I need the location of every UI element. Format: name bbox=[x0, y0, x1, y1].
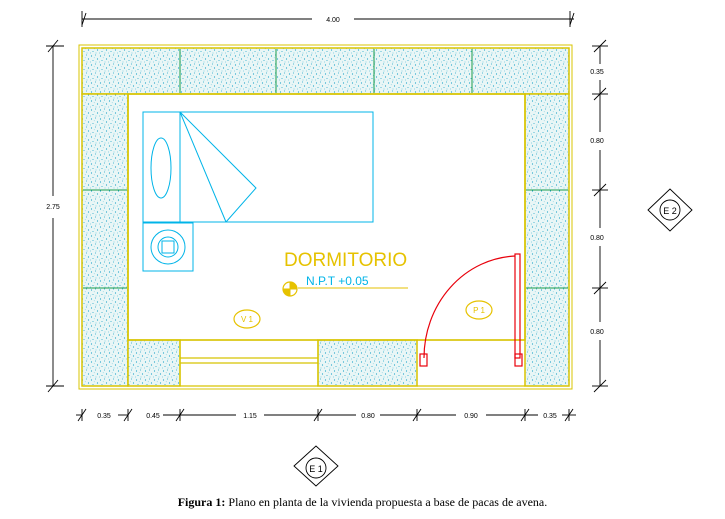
elevation-e2-label: E 2 bbox=[663, 206, 677, 216]
wall-bottom-middle bbox=[318, 340, 417, 386]
door-tag bbox=[466, 301, 492, 319]
room-name: DORMITORIO bbox=[284, 250, 408, 271]
floor-level-label: N.P.T +0.05 bbox=[306, 274, 369, 288]
dimension-bottom-4: 0.80 bbox=[361, 413, 375, 420]
wall-bottom-left bbox=[128, 340, 180, 386]
dimension-bottom-6: 0.35 bbox=[543, 413, 557, 420]
figure-caption-label: Figura 1: bbox=[177, 495, 226, 509]
level-marker-icon bbox=[283, 282, 297, 296]
window-tag-label: V 1 bbox=[240, 315, 254, 324]
dimension-right bbox=[592, 40, 608, 392]
elevation-marker-e1 bbox=[294, 446, 338, 486]
wall-right bbox=[525, 94, 569, 386]
dimension-right-1: 0.35 bbox=[590, 69, 604, 76]
dimension-right-4: 0.80 bbox=[590, 329, 604, 336]
figure-caption-text: Plano en planta de la vivienda propuesta a base de pacas de avena. bbox=[225, 495, 548, 509]
wall-top bbox=[82, 48, 569, 94]
dimension-bottom-5: 0.90 bbox=[464, 413, 478, 420]
elevation-e1-label: E 1 bbox=[309, 464, 323, 474]
dimension-left bbox=[46, 40, 64, 392]
dimension-right-3: 0.80 bbox=[590, 235, 604, 242]
door-tag-label: P 1 bbox=[473, 306, 485, 315]
bed bbox=[143, 112, 373, 222]
nightstand bbox=[143, 223, 193, 271]
wall-left bbox=[82, 94, 128, 386]
window-opening bbox=[180, 340, 318, 386]
dimension-bottom-2: 0.45 bbox=[146, 413, 160, 420]
dimension-right-2: 0.80 bbox=[590, 138, 604, 145]
figure-caption bbox=[0, 495, 725, 510]
dimension-bottom-1: 0.35 bbox=[97, 413, 111, 420]
dimension-bottom-3: 1.15 bbox=[243, 413, 257, 420]
dimension-left-total: 2.75 bbox=[46, 204, 60, 211]
window-tag bbox=[234, 310, 260, 328]
dimension-top-total: 4.00 bbox=[326, 17, 340, 24]
door-swing bbox=[420, 254, 522, 366]
elevation-marker-e2 bbox=[648, 189, 692, 231]
walls bbox=[79, 45, 572, 389]
